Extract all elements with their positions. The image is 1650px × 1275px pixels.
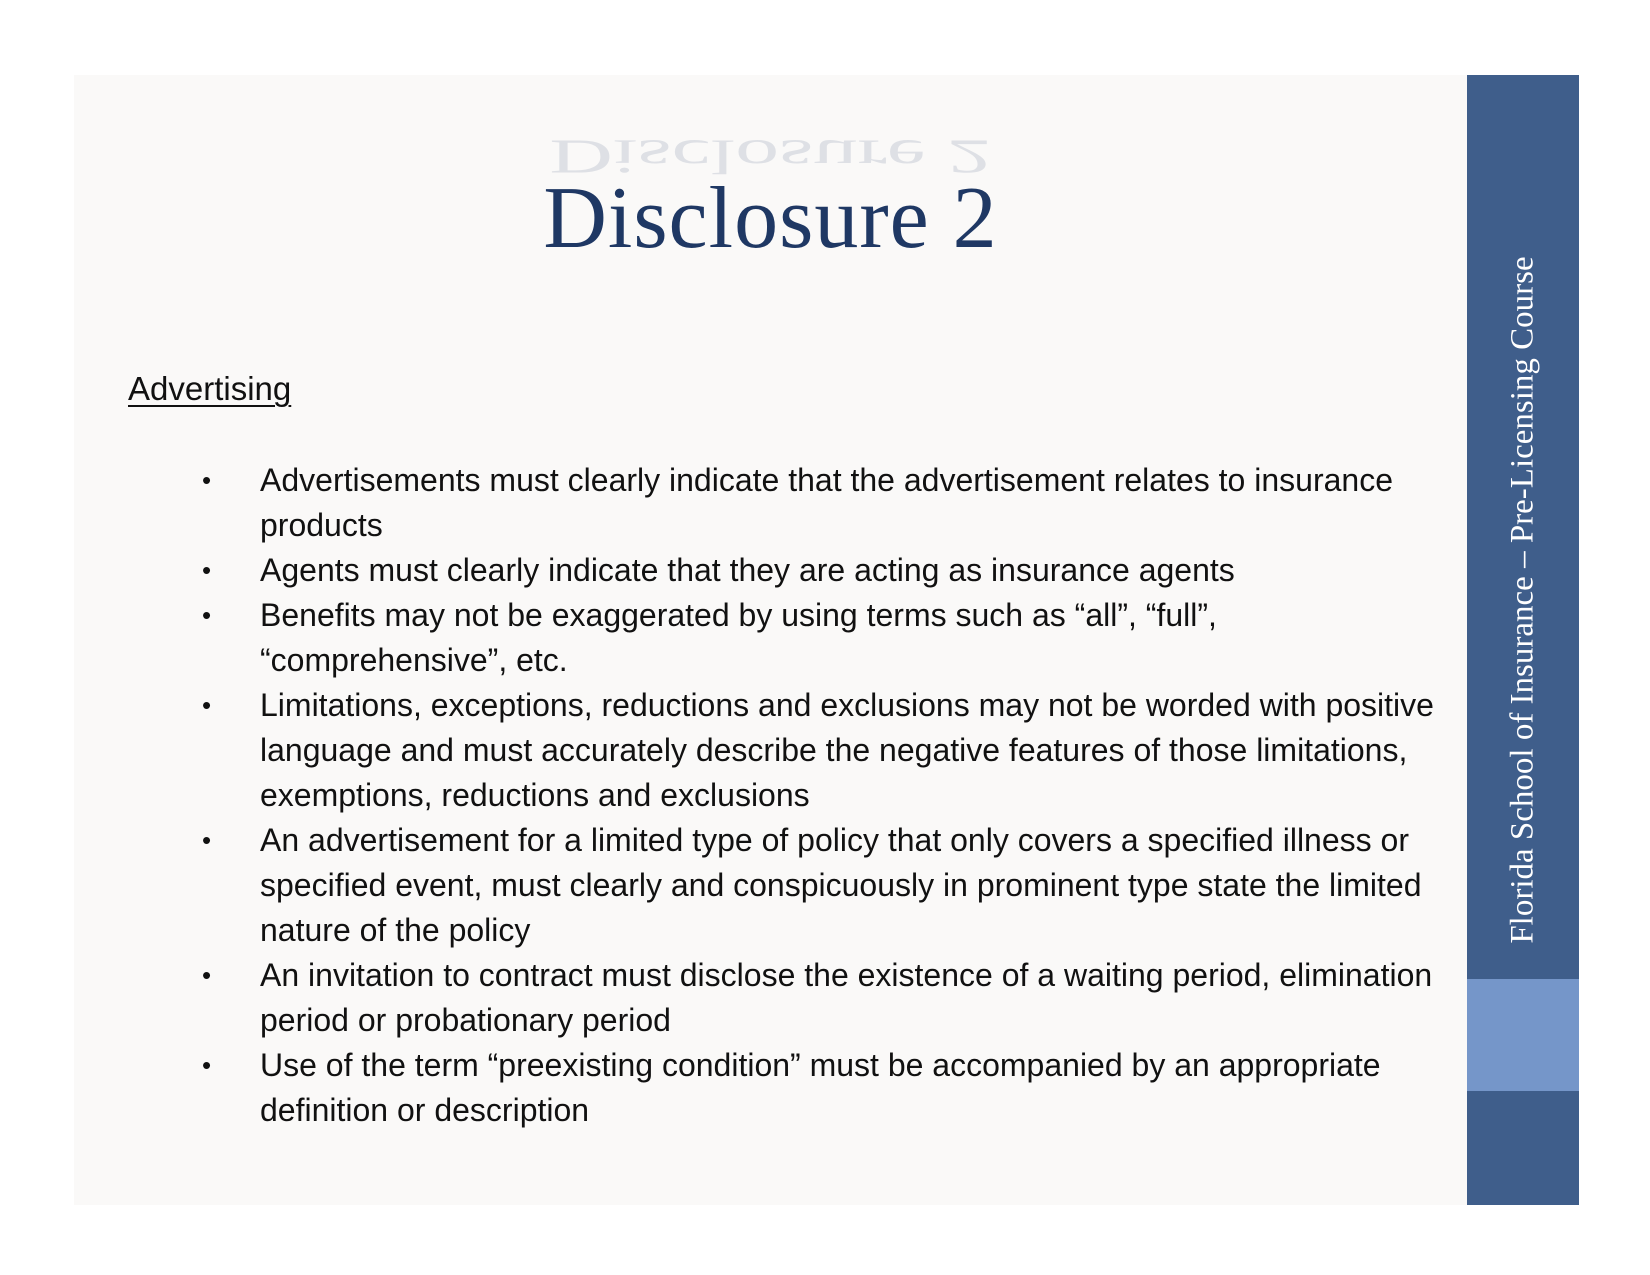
bullet-icon: • (202, 555, 212, 585)
bullet-text: An invitation to contract must disclose the existence of a waiting period, elimination period or probationary period (260, 957, 1433, 1038)
slide (74, 75, 1467, 1205)
bullet-text: Advertisements must clearly indicate that the advertisement relates to insurance products (260, 462, 1393, 543)
bullet-icon: • (202, 1050, 212, 1080)
bullet-icon: • (202, 690, 212, 720)
sidebar-accent-block (1467, 979, 1579, 1091)
bullet-text: Limitations, exceptions, reductions and exclusions may not be worded with positive language and must accurately describe the negative features of those limitations, exemptions, reductions and exclusions (260, 687, 1434, 813)
bullet-item (202, 683, 1460, 818)
bullet-text: Benefits may not be exaggerated by using terms such as “all”, “full”, “comprehensive”, etc. (260, 597, 1217, 678)
bullet-icon: • (202, 960, 212, 990)
slide-title: Disclosure 2 (543, 170, 998, 267)
slide-title-reflection: Disclosure 2 (549, 129, 992, 183)
bullet-item (202, 953, 1460, 1043)
sidebar-course-label: Florida School of Insurance – Pre-Licensing Course (1504, 256, 1541, 944)
bullet-item (202, 593, 1460, 683)
bullet-icon: • (202, 600, 212, 630)
bullet-item (202, 458, 1460, 548)
bullet-icon: • (202, 825, 212, 855)
sidebar-banner (1467, 75, 1579, 1205)
bullet-item (202, 818, 1460, 953)
bullet-item (202, 1043, 1460, 1133)
bullet-list (202, 458, 1460, 1133)
bullet-text: Agents must clearly indicate that they are acting as insurance agents (260, 552, 1235, 588)
section-heading: Advertising (128, 370, 292, 407)
bullet-icon: • (202, 465, 212, 495)
bullet-text: Use of the term “preexisting condition” must be accompanied by an appropriate definition or description (260, 1047, 1381, 1128)
bullet-text: An advertisement for a limited type of policy that only covers a specified illness or specified event, must clearly and conspicuously in prominent type state the limited nature of the policy (260, 822, 1422, 948)
bullet-item (202, 548, 1460, 593)
slide-title-container (74, 170, 1467, 267)
